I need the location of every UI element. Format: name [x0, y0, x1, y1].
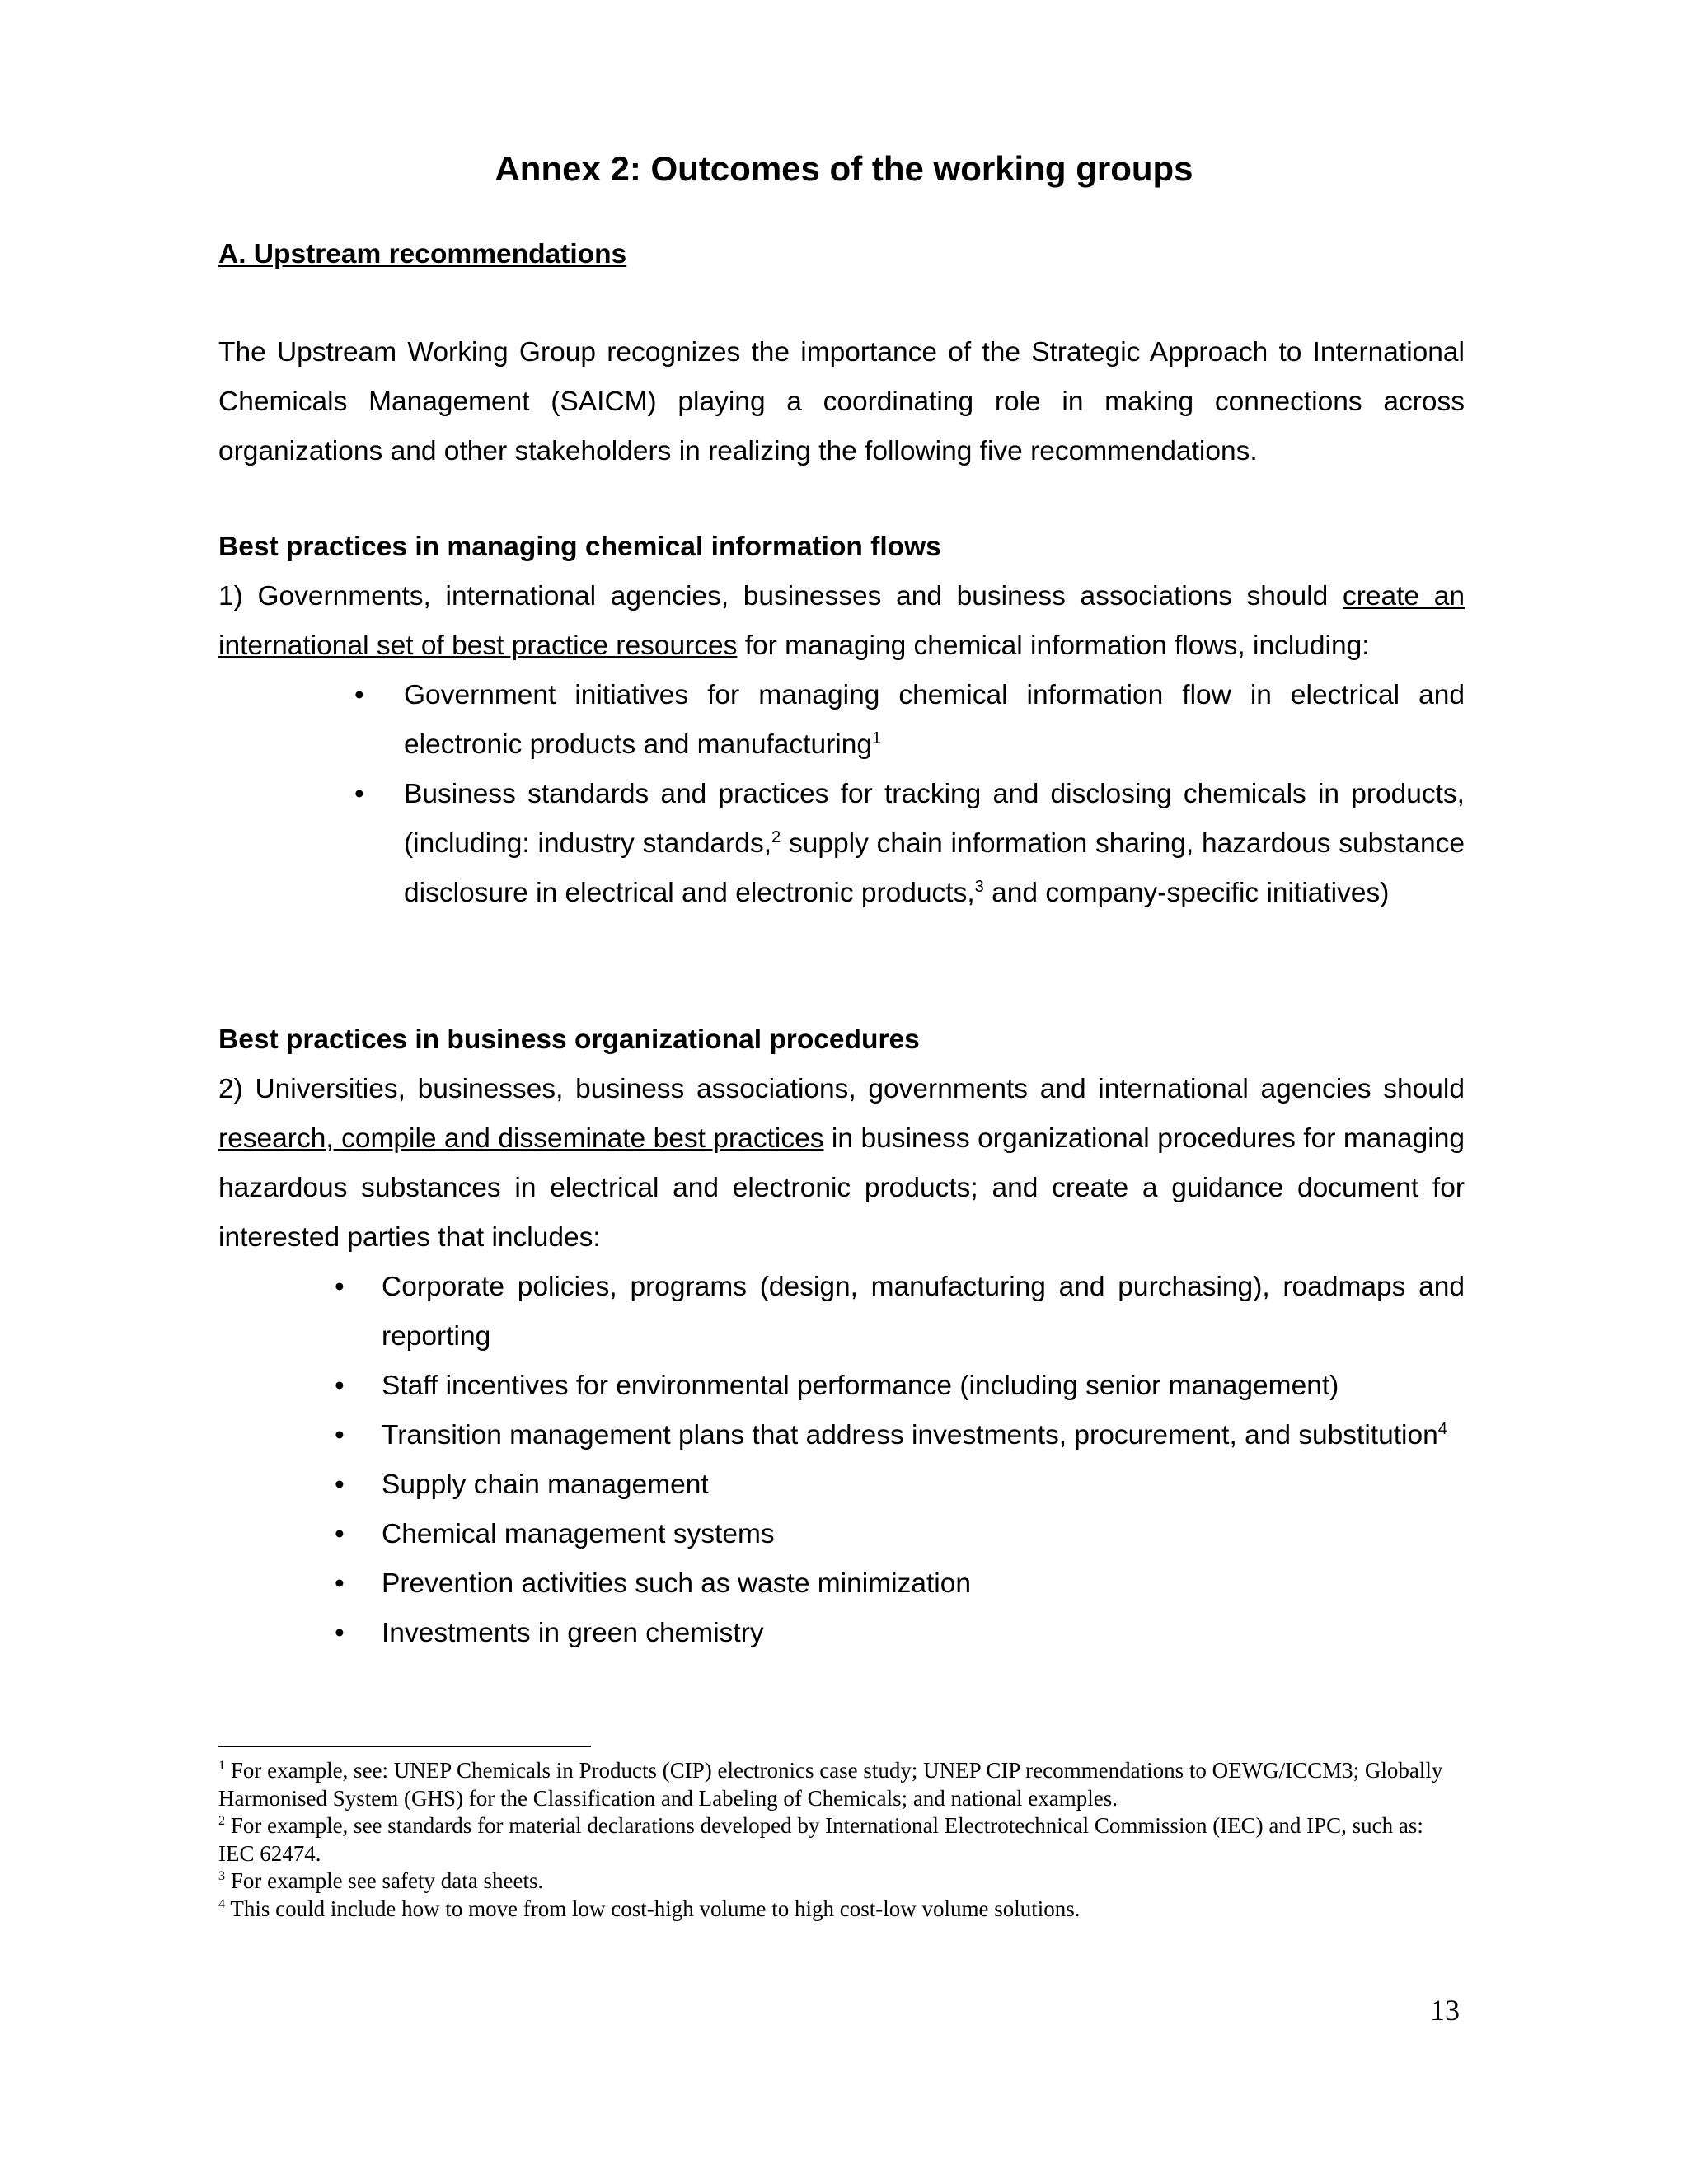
footnote-text: This could include how to move from low cost-high volume to high cost-low volume solutions.	[225, 1896, 1081, 1921]
rec1-bullet-list	[354, 671, 1465, 918]
bullet-glyph: •	[335, 1469, 345, 1500]
list-item	[335, 1411, 1465, 1460]
rec1-text-before: 1) Governments, international agencies, businesses and business associations should	[218, 581, 1343, 612]
rec1-bullet2-text-b: supply chain information sharing, hazardous substance disclosure in electrical and electronic products,	[404, 828, 1465, 908]
rec1-bullet2-text-c: and company-specific initiatives)	[983, 878, 1390, 908]
page-number: 13	[1430, 1994, 1460, 2027]
footnote-number: 3	[218, 1868, 226, 1883]
footnote-separator	[218, 1746, 591, 1747]
rec2-heading: Best practices in business organizational procedures	[218, 1024, 920, 1055]
rec1-paragraph	[218, 572, 1465, 671]
rec2-bullet-text: Supply chain management	[382, 1469, 709, 1500]
list-item	[335, 1510, 1465, 1559]
intro-paragraph: The Upstream Working Group recognizes the importance of the Strategic Approach to International Chemicals Management (SAICM) playing a coordinating role in making connections across organizations and other stakeholders in realizing the following five recommendations.	[218, 337, 1465, 466]
rec1-text-after: for managing chemical information flows, including:	[737, 630, 1370, 661]
list-item	[354, 671, 1465, 770]
rec1-bullet2-text-a: Business standards and practices for tracking and disclosing chemicals in products, (including: industry standards,	[404, 779, 1465, 859]
footnote-3	[218, 1868, 1465, 1896]
bullet-glyph: •	[335, 1371, 345, 1401]
footnote-text: For example, see standards for material declarations developed by International Electrotechnical Commission (IEC) and IPC, such as: IEC 62474.	[218, 1813, 1423, 1866]
footnote-4	[218, 1896, 1465, 1924]
rec2-underlined-text: research, compile and disseminate best practices	[218, 1123, 824, 1154]
rec2-bullet-text: Investments in green chemistry	[382, 1618, 764, 1648]
footnote-1	[218, 1757, 1465, 1812]
rec1-underlined-text: create an international set of best practice resources	[218, 581, 1465, 661]
footnotes	[218, 1757, 1465, 1923]
bullet-glyph: •	[335, 1420, 345, 1451]
footnote-ref-1: 1	[871, 729, 882, 748]
footnote-ref-4: 4	[1437, 1419, 1447, 1438]
section-heading-upstream: A. Upstream recommendations	[218, 239, 627, 269]
rec1-bullet1-text: Government initiatives for managing chemical information flow in electrical and electronic products and manufacturing	[404, 680, 1465, 760]
footnote-number: 2	[218, 1813, 226, 1828]
rec2-text-after: in business organizational procedures for managing hazardous substances in electrical and electronic products; and create a guidance document for interested parties that includes:	[218, 1123, 1465, 1253]
footnote-2	[218, 1812, 1465, 1868]
bullet-glyph: •	[335, 1618, 345, 1648]
list-item	[335, 1559, 1465, 1609]
rec2-bullet-text: Transition management plans that address investments, procurement, and substitution	[382, 1420, 1438, 1451]
rec2-bullet-text: Prevention activities such as waste minimization	[382, 1568, 971, 1599]
rec2-bullet-text: Staff incentives for environmental performance (including senior management)	[382, 1371, 1339, 1401]
bullet-glyph: •	[335, 1519, 345, 1549]
bullet-glyph: •	[354, 779, 364, 809]
rec1-heading: Best practices in managing chemical information flows	[218, 532, 941, 562]
bullet-glyph: •	[335, 1272, 345, 1302]
page-title: Annex 2: Outcomes of the working groups	[495, 149, 1193, 188]
footnote-text: For example, see: UNEP Chemicals in Products (CIP) electronics case study; UNEP CIP recommendations to OEWG/ICCM3; Globally Harmonised System (GHS) for the Classification and Labeling of Chemicals; and national examples.	[218, 1758, 1443, 1811]
rec2-bullet-list	[335, 1263, 1465, 1658]
bullet-glyph: •	[335, 1568, 345, 1599]
list-item	[335, 1263, 1465, 1361]
rec2-text-before: 2) Universities, businesses, business associations, governments and international agencies should	[218, 1074, 1465, 1104]
footnote-number: 1	[218, 1758, 226, 1773]
rec2-bullet-text: Chemical management systems	[382, 1519, 775, 1549]
list-item	[335, 1361, 1465, 1411]
footnote-ref-2: 2	[771, 827, 781, 846]
footnote-number: 4	[218, 1896, 226, 1911]
list-item	[335, 1460, 1465, 1510]
rec2-bullet-text: Corporate policies, programs (design, manufacturing and purchasing), roadmaps and reporting	[382, 1272, 1465, 1352]
footnote-text: For example see safety data sheets.	[225, 1868, 544, 1893]
list-item	[335, 1609, 1465, 1658]
bullet-glyph: •	[354, 680, 364, 710]
list-item	[354, 770, 1465, 918]
footnote-ref-3: 3	[974, 877, 984, 896]
rec2-paragraph	[218, 1065, 1465, 1263]
